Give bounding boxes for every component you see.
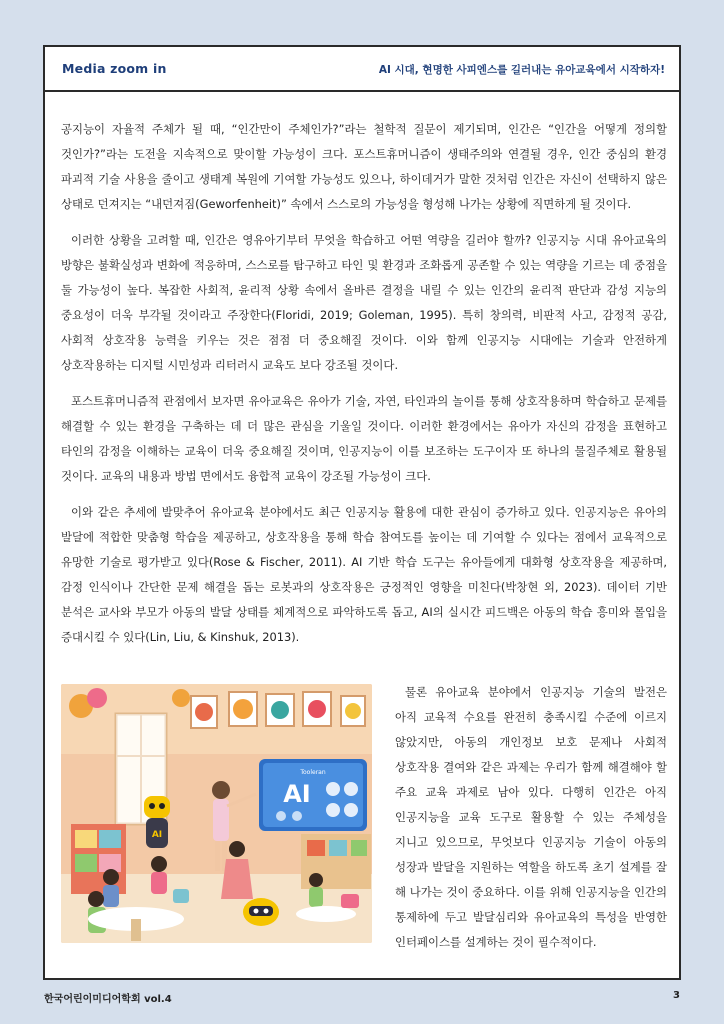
page-number: 3 <box>673 990 680 1001</box>
page-frame <box>43 45 681 980</box>
paragraph-4: 이와 같은 추세에 발맞추어 유아교육 분야에서도 최근 인공지능 활용에 대한 관심이 증가하고 있다. 인공지능은 유아의 발달에 적합한 맞춤형 학습을 제공하고, 상호작용을 통해 학습 참여도를 높이는 데 기여할 수 있다는 점에서 교육적으로 유망한 기술로 평가받고 있다(Rose & Fischer, 2011). AI 기반 학습 도구는 유아들에게 대화형 상호작용을 제공하며, 감정 인식이나 간단한 문제 해결을 돕는 로봇과의 상호작용은 긍정적인 영향을 미친다(박창현 외, 2023). 데이터 기반 분석은 교사와 부모가 아동의 발달 상태를 체계적으로 파악하도록 돕고, AI의 실시간 피드백은 아동의 학습 흥미와 몰입을 증대시킬 수 있다(Lin, Liu, & Kinshuk, 2013). <box>61 505 667 644</box>
article-title: AI 시대, 현명한 사피엔스를 길러내는 유아교육에서 시작하자! <box>378 64 665 76</box>
screen-ai-text: AI <box>283 780 311 808</box>
side-paragraph: 물론 유아교육 분야에서 인공지능 기술의 발전은 아직 교육적 수요를 완전히 충족시킬 수준에 이르지 않았지만, 아동의 개인정보 보호 문제나 사회적 상호작용 결여와 같은 과제는 우리가 함께 해결해야 할 주요 교육 과제로 남아 있다. 다행히 인간은 아직 인공지능을 교육 도구로 활용할 수 있는 주체성을 지니고 있으므로, 무엇보다 인공지능 기술이 아동의 성장과 발달을 지원하는 역할을 하도록 초기 설계를 잘 해 나가는 것이 중요하다. 이를 위해 인공지능을 인간의 통제하에 두고 발달심리와 유아교육의 특성을 반영한 인터페이스를 설계하는 것이 필수적이다. <box>395 685 667 949</box>
page-header <box>45 47 679 92</box>
journal-name: 한국어린이미디어학회 vol.4 <box>44 994 172 1005</box>
robot-badge: AI <box>151 830 163 840</box>
paragraph-1: 공지능이 자율적 주체가 될 때, “인간만이 주체인가?”라는 철학적 질문이 제기되며, 인간은 “인간을 어떻게 정의할 것인가?”라는 도전을 지속적으로 맞이할 가능성이 크다. 포스트휴머니즘이 생태주의와 연결될 경우, 인간 중심의 환경 파괴적 기술 사용을 줄이고 생태계 복원에 기여할 가능성도 있으나, 하이데거가 말한 것처럼 인간은 자신이 선택하지 않은 상태로 던져지는 “내던져짐(Geworfenheit)” 속에서 스스로의 가능성을 형성해 나가는 상황에 직면하게 될 것이다. <box>61 122 667 211</box>
paragraph-3: 포스트휴머니즘적 관점에서 보자면 유아교육은 유아가 기술, 자연, 타인과의 놀이를 통해 상호작용하며 학습하고 문제를 해결할 수 있는 환경을 구축하는 데 더 많은 관심을 기울일 것이다. 이러한 환경에서는 유아가 자신의 감정을 표현하고 타인의 감정을 이해하는 교육이 더욱 중요해질 것이며, 인공지능이 이를 보조하는 도구이자 또 하나의 물질주체로 활용될 것이다. 교육의 내용과 방법 면에서도 융합적 교육이 강조될 가능성이 크다. <box>61 394 667 483</box>
screen-caption: Tooleran <box>300 769 326 776</box>
section-label: Media zoom in <box>62 61 167 76</box>
article-body <box>61 117 667 661</box>
classroom-illustration <box>61 684 372 943</box>
paragraph-2: 이러한 상황을 고려할 때, 인간은 영유아기부터 무엇을 학습하고 어떤 역량을 길러야 할까? 인공지능 시대 유아교육의 방향은 불확실성과 변화에 적응하며, 스스로를 탐구하고 타인 및 환경과 조화롭게 공존할 수 있는 역량을 기르는 데 중점을 둘 가능성이 높다. 복잡한 사회적, 윤리적 상황 속에서 올바른 결정을 내릴 수 있는 인간의 윤리적 판단과 감성 지능의 중요성이 더욱 부각될 것이라고 주장한다(Floridi, 2019; Goleman, 1995). 특히 창의력, 비판적 사고, 감정적 공감, 사회적 상호작용 능력을 키우는 것은 점점 더 중요해질 것이다. 이와 함께 인공지능 시대에는 기술과 안전하게 상호작용하는 디지털 시민성과 리터러시 교육도 보다 강조될 것이다. <box>61 233 667 372</box>
